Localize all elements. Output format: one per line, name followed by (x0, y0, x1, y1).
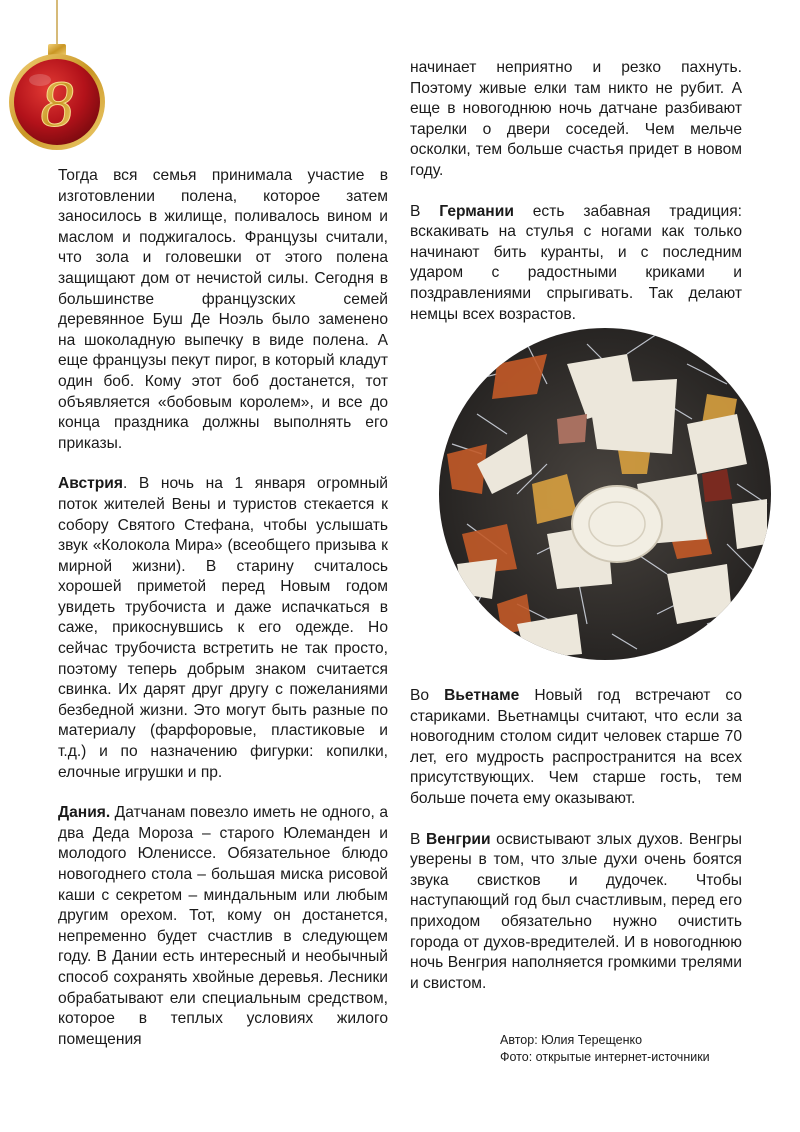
right-column-bottom (410, 686, 742, 1014)
country-heading: Австрия (58, 475, 123, 493)
austria-paragraph: Австрия. В ночь на 1 января огромный поток жителей Вены и туристов стекается к собору Святого Стефана, чтобы услышать звук «Колокола Мира» (всеобщего призыва к мирной жизни). В старину считалось хорошей приметой перед Новым годом увидеть трубочиста и даже испачкаться в саже, прикоснувшись к его одежде. Но сейчас трубочиста встретить не так просто, поэтому теперь добрым знаком считается свинка. Их дарят друг другу с пожеланиями безбедной жизни. Это могут быть разные по материалу (фарфоровые, пластиковые и т.д.) и по назначению фигурки: копилки, елочные игрушки и пр. (58, 475, 388, 781)
hungary-paragraph: В Венгрии освистывают злых духов. Венгры уверены в том, что злые духи очень боятся звука свистков и дудочек. Чтобы наступающий год был счастливым, перед его приходом обязательно нужно очистить города от духов-вредителей. И в новогоднюю ночь Венгрия наполняется громкими трелями и свистом. (410, 830, 743, 992)
left-column (58, 166, 388, 1070)
photo-credit: Фото: открытые интернет-источники (500, 1050, 710, 1064)
credits (500, 1032, 710, 1066)
author-credit: Автор: Юлия Терещенко (500, 1033, 643, 1047)
germany-paragraph: В Германии есть забавная традиция: вскакивать на стулья с ногами как только начинают бить куранты, и с последним ударом с радостными криками и поздравлениями спрыгивать. Так делают немцы всех возрастов. (410, 202, 743, 323)
country-heading: Германии (439, 202, 514, 220)
denmark-paragraph: Дания. Датчанам повезло иметь не одного, а два Деда Мороза – старого Юлеманден и молодого Юлениссе. Обязательное блюдо новогоднего стола – большая миска рисовой каши с секретом – миндальным или любым другим орехом. Тот, кому он достанется, непременно будет счастлив в следующем году. В Дании есть интересный и необычный способ сохранять хвойные деревья. Лесники обрабатывают ели специальным средством, которое в теплых условиях жилого помещения (58, 804, 388, 1048)
ornament-number: 8 (40, 68, 74, 141)
france-paragraph: Тогда вся семья принимала участие в изготовлении полена, которое затем заносилось в жилище, поливалось вином и маслом и поджигалось. Французы считали, что зола и головешки от этого полена защищают дом от нечистой силы. Сегодня в большинстве французских семей деревянное Буш Де Ноэль было заменено на шоколадную выпечку в виде полена. А еще французы пекут пирог, в который кладут один боб. Кому этот боб достанется, тот объявляется «бобовым королем», и все до конца праздника должны выполнять его приказы. (58, 167, 388, 452)
country-heading: Вьетнаме (444, 687, 520, 704)
country-heading: Венгрии (426, 830, 491, 848)
country-heading: Дания. (58, 804, 111, 822)
broken-plates-photo (437, 324, 773, 664)
christmas-ball-icon (0, 0, 130, 160)
vietnam-paragraph: Во Вьетнаме Новый год встречают со стариками. Вьетнамцы считают, что если за новогодним столом сидит человек старше 70 лет, его мудрость распространится на всех присутствующих. Чем старше гость, тем больше почета ему оказывают. (410, 687, 742, 807)
right-column-top (410, 58, 742, 345)
denmark-continued-paragraph: начинает неприятно и резко пахнуть. Поэтому живые елки там никто не рубит. А еще в новогоднюю ночь датчане разбивают тарелки о двери соседей. Чем мельче осколки, тем больше счастья придет в новом году. (410, 59, 742, 179)
